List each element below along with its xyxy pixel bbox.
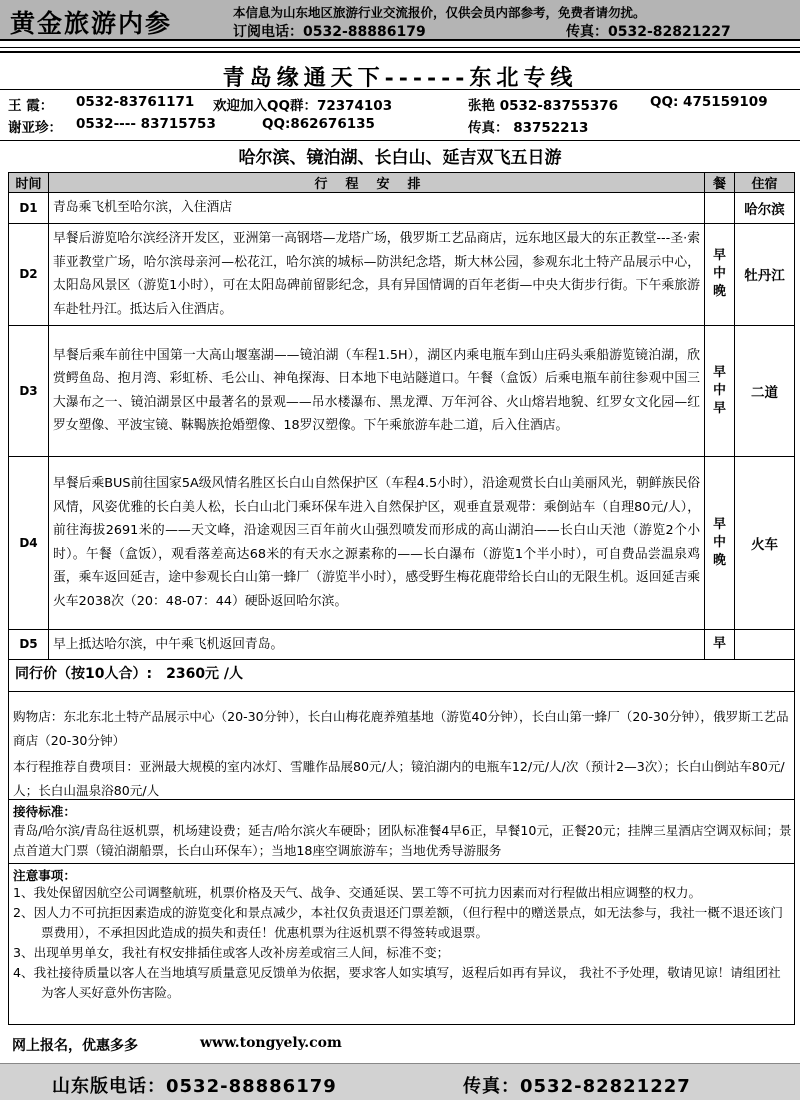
price-value: 2360元 /人: [166, 666, 244, 682]
plan-cell: 早餐后乘车前往中国第一大高山堰塞湖——镜泊湖（车程1.5H），湖区内乘电瓶车到山庄码头乘船游览镜泊湖，欣赏鳄鱼岛、抱月湾、彩虹桥、毛公山、神龟探海、日本地下电站隧道口。午餐（盒饭）后乘电瓶车前往参观中国三大瀑布之一、镜泊湖景区中最著名的景观——吊水楼瀑布、黑龙潭、万年河谷、火山熔岩地貌、红罗女文化园—红罗女塑像、平波宝镜、靺鞨族抢婚塑像、18罗汉塑像。下午乘旅游车赴二道，后入住酒店。: [48, 325, 704, 456]
info-box: [8, 653, 795, 1025]
contact-name: 王 霞：: [8, 98, 54, 114]
shopping-text: 购物店：东北东北土特产品展示中心（20-30分钟），长白山梅花鹿养殖基地（游览40分钟），长白山第一蜂厂（20-30分钟），俄罗斯工艺品商店（20-30分钟）: [13, 709, 789, 748]
table-row: [9, 325, 795, 456]
divider: [9, 691, 794, 692]
qq-group: 欢迎加入QQ群：72374103: [213, 98, 393, 114]
header-phone: 订阅电话：0532-88886179: [233, 24, 426, 40]
note-item: 4、我社接待质量以客人在当地填写质量意见反馈单为依据，要求客人如实填写，返程后如再有异议， 我社不予处理，敬请见谅！请组团社为客人买好意外伤害险。: [13, 965, 781, 1000]
reception-title: 接待标准：: [13, 804, 76, 819]
col-header-plan: 行程安排: [48, 173, 704, 193]
day-cell: D3: [9, 325, 49, 456]
day-cell: D5: [9, 629, 49, 660]
col-header-stay: 住宿: [735, 173, 795, 193]
online-signup-text: 网上报名，优惠多多: [12, 1038, 138, 1054]
stay-cell: 牡丹江: [735, 223, 795, 325]
qq-number: QQ:862676135: [262, 116, 375, 132]
stay-cell: 哈尔滨: [735, 193, 795, 224]
stay-cell: 二道: [735, 325, 795, 456]
table-row: [9, 223, 795, 325]
divider: [0, 47, 800, 48]
divider: [0, 51, 800, 53]
note-item: 2、因人力不可抗拒因素造成的游览变化和景点减少，本社仅负责退还门票差额，（但行程中的赠送景点，如无法参与，我社一概不退还该门票费用），不承担因此造成的损失和责任！优惠机票为往返机票不得签转或退票。: [13, 905, 783, 940]
tour-title: 哈尔滨、镜泊湖、长白山、延吉双飞五日游: [238, 148, 562, 168]
qq-number: QQ: 475159109: [650, 94, 768, 110]
price-label: 同行价（按10人合）:: [15, 666, 153, 682]
notes-title: 注意事项：: [13, 868, 76, 883]
header-notice: 本信息为山东地区旅游行业交流报价，仅供会员内部参考，免费者请勿扰。: [233, 5, 646, 20]
meal-cell: 早 中 早: [705, 325, 735, 456]
footer-band: [0, 1063, 800, 1100]
price-line: [15, 663, 243, 683]
brand-title: 黄金旅游内参: [10, 9, 173, 38]
col-header-meal: 餐: [705, 173, 735, 193]
table-header-row: [9, 173, 795, 193]
optional-items-text: 本行程推荐自费项目：亚洲最大规模的室内冰灯、雪雕作品展80元/人；镜泊湖内的电瓶车12/元/人/次（预计2—3次）；长白山倒站车80元/人；长白山温泉浴80元/人: [13, 759, 785, 798]
stay-cell: 火车: [735, 456, 795, 629]
contact-row: [8, 116, 798, 138]
meal-cell: 早 中 晚: [705, 456, 735, 629]
note-item: 3、出现单男单女，我社有权安排插住或客人改补房差或宿三人间，标准不变；: [13, 945, 450, 960]
footer-phone: 山东版电话：0532-88886179: [52, 1076, 337, 1097]
website-link[interactable]: www.tongyely.com: [200, 1035, 342, 1051]
meal-cell: 早 中 晚: [705, 223, 735, 325]
contact-block: [8, 94, 798, 138]
contact-phone: 0532-83761171: [76, 94, 195, 110]
day-cell: D4: [9, 456, 49, 629]
plan-cell: 早上抵达哈尔滨，中午乘飞机返回青岛。: [48, 629, 704, 660]
day-cell: D2: [9, 223, 49, 325]
table-row: [9, 193, 795, 224]
contact-fax: 传真： 83752213: [468, 120, 589, 136]
divider: [0, 89, 800, 90]
contact-name: 谢亚珍：: [8, 120, 62, 136]
col-header-time: 时间: [9, 173, 49, 193]
header-band: [0, 0, 800, 41]
meal-cell: [705, 193, 735, 224]
divider: [0, 140, 800, 141]
plan-cell: 早餐后乘BUS前往国家5A级风情名胜区长白山自然保护区（车程4.5小时），沿途观赏长白山美丽风光，朝鲜族民俗风情，风姿优雅的长白美人松，长白山北门乘环保车进入自然保护区，观垂直景观带：乘倒站车（自理80元/人），前往海拔2691米的——天文峰，沿途观因三百年前火山强烈喷发而形成的高山湖泊——长白山天池（游览2个小时）。午餐（盒饭），观看落差高达68米的有天水之源素称的——长白瀑布（游览1个半小时），可自费品尝温泉鸡蛋，乘车返回延吉，途中参观长白山第一蜂厂（游览半小时），感受野生梅花鹿带给长白山的无限生机。返回延吉乘火车2038次（20：48-07：44）硬卧返回哈尔滨。: [48, 456, 704, 629]
table-row: [9, 456, 795, 629]
notes-list: [13, 883, 793, 1003]
reception-text: 青岛/哈尔滨/青岛往返机票，机场建设费；延吉/哈尔滨火车硬卧；团队标准餐4早6正，早餐10元，正餐20元；挂牌三星酒店空调双标间；景点首道大门票（镜泊湖船票，长白山环保车）；当地18座空调旅游车；当地优秀导游服务: [13, 823, 792, 858]
plan-cell: 青岛乘飞机至哈尔滨，入住酒店: [48, 193, 704, 224]
plan-cell: 早餐后游览哈尔滨经济开发区，亚洲第一高钢塔—龙塔广场，俄罗斯工艺品商店，远东地区最大的东正教堂---圣·索菲亚教堂广场，哈尔滨母亲河—松花江，哈尔滨的城标—防洪纪念塔，斯大林公园，参观东北土特产品展示中心，太阳岛风景区（游览1小时），可在太阳岛碑前留影纪念，具有异国情调的百年老街—中央大街步行街。下午乘旅游车赴牡丹江。抵达后入住酒店。: [48, 223, 704, 325]
meal-cell: 早: [705, 629, 735, 660]
itinerary-table: [8, 172, 795, 660]
contact-row: [8, 94, 798, 116]
divider: [9, 863, 794, 864]
note-item: 1、我处保留因航空公司调整航班，机票价格及天气、战争、交通延误、罢工等不可抗力因素而对行程做出相应调整的权力。: [13, 885, 702, 900]
footer-fax: 传真：0532-82821227: [463, 1076, 691, 1097]
header-contacts: [233, 21, 793, 41]
header-fax: 传真：0532-82821227: [566, 24, 731, 40]
day-cell: D1: [9, 193, 49, 224]
route-subtitle: 青岛缘通天下------东北专线: [222, 65, 578, 91]
contact-phone: 0532---- 83715753: [76, 116, 216, 132]
divider: [9, 799, 794, 800]
contact-phone: 张艳 0532-83755376: [468, 98, 619, 114]
